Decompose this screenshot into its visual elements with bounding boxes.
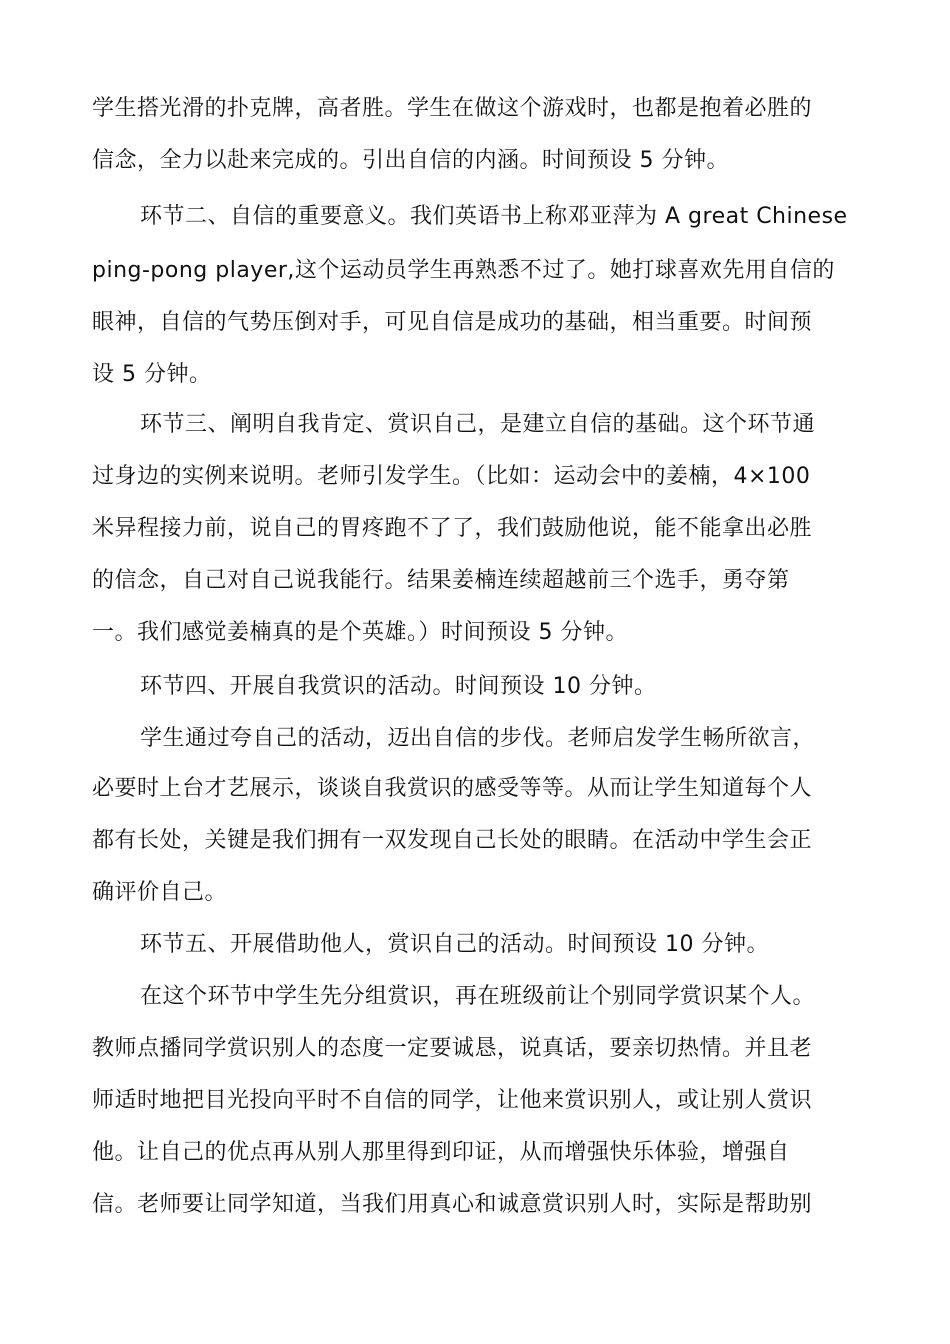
text-line: 一。我们感觉姜楠真的是个英雄。）时间预设 5 分钟。 <box>92 620 628 645</box>
paragraph-start-line: 环节三、阐明自我肯定、赏识自己，是建立自信的基础。这个环节通 <box>140 412 816 437</box>
paragraph-start-line: 在这个环节中学生先分组赏识，再在班级前让个别同学赏识某个人。 <box>140 984 816 1009</box>
text-line: 他。让自己的优点再从别人那里得到印证，从而增强快乐体验，增强自 <box>92 1140 790 1165</box>
text-line: 师适时地把目光投向平时不自信的同学，让他来赏识别人，或让别人赏识 <box>92 1088 813 1113</box>
text-line: 确评价自己。 <box>92 880 228 905</box>
text-line: 设 5 分钟。 <box>92 362 212 387</box>
text-line: 必要时上台才艺展示，谈谈自我赏识的感受等等。从而让学生知道每个人 <box>92 776 813 801</box>
text-line: 的信念，自己对自己说我能行。结果姜楠连续超越前三个选手，勇夺第 <box>92 568 790 593</box>
text-line: 教师点播同学赏识别人的态度一定要诚恳，说真话，要亲切热情。并且老 <box>92 1036 813 1061</box>
text-line: 米异程接力前，说自己的胃疼跑不了了，我们鼓励他说，能不能拿出必胜 <box>92 516 813 541</box>
paragraph-start-line: 环节二、自信的重要意义。我们英语书上称邓亚萍为 A great Chinese <box>140 204 848 229</box>
text-line: 信念，全力以赴来完成的。引出自信的内涵。时间预设 5 分钟。 <box>92 148 729 173</box>
paragraph-start-line: 环节五、开展借助他人，赏识自己的活动。时间预设 10 分钟。 <box>140 932 769 957</box>
text-line: 学生搭光滑的扑克牌，高者胜。学生在做这个游戏时，也都是抱着必胜的 <box>92 96 813 121</box>
paragraph-start-line: 环节四、开展自我赏识的活动。时间预设 10 分钟。 <box>140 674 657 699</box>
text-line: 过身边的实例来说明。老师引发学生。（比如：运动会中的姜楠，4×100 <box>92 464 811 489</box>
text-line: 信。老师要让同学知道，当我们用真心和诚意赏识别人时，实际是帮助别 <box>92 1192 813 1217</box>
text-line: ping-pong player,这个运动员学生再熟悉不过了。她打球喜欢先用自信的 <box>92 258 835 283</box>
text-line: 眼神，自信的气势压倒对手，可见自信是成功的基础，相当重要。时间预 <box>92 310 813 335</box>
text-line: 都有长处，关键是我们拥有一双发现自己长处的眼睛。在活动中学生会正 <box>92 828 813 853</box>
paragraph-start-line: 学生通过夸自己的活动，迈出自信的步伐。老师启发学生畅所欲言， <box>140 726 816 751</box>
